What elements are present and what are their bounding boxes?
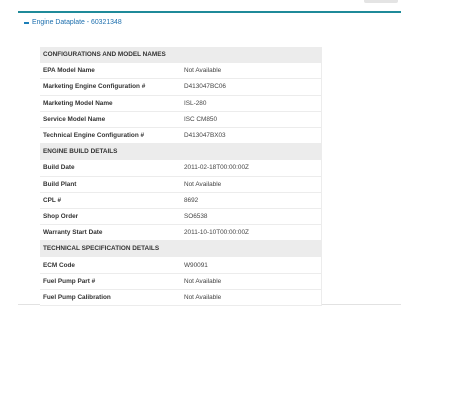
row-label: Shop Order [40, 208, 181, 224]
row-value: 2011-02-18T00:00:00Z [181, 160, 322, 176]
row-value: Not Available [181, 176, 322, 192]
table-row [40, 63, 322, 79]
table-row [40, 273, 322, 289]
row-label: Marketing Engine Configuration # [40, 79, 181, 95]
row-label: Warranty Start Date [40, 225, 181, 241]
row-label: Fuel Pump Part # [40, 273, 181, 289]
engine-dataplate-toggle[interactable] [24, 19, 122, 26]
row-value: W90091 [181, 257, 322, 273]
row-label: Fuel Pump Calibration [40, 289, 181, 305]
row-value: D413047BX03 [181, 127, 322, 143]
section-header [40, 144, 322, 160]
table-row [40, 160, 322, 176]
table-row [40, 95, 322, 111]
row-label: ECM Code [40, 257, 181, 273]
row-value: Not Available [181, 63, 322, 79]
table-row [40, 257, 322, 273]
row-label: EPA Model Name [40, 63, 181, 79]
table-row [40, 208, 322, 224]
row-value: ISC CM850 [181, 111, 322, 127]
engine-dataplate-panel [18, 11, 401, 305]
row-value: 2011-10-10T00:00:00Z [181, 225, 322, 241]
dataplate-table [40, 47, 322, 306]
collapse-minus-icon [24, 22, 29, 24]
table-row [40, 111, 322, 127]
table-row [40, 192, 322, 208]
top-tab-button[interactable] [364, 0, 398, 3]
row-label: Build Plant [40, 176, 181, 192]
row-value: ISL-280 [181, 95, 322, 111]
row-label: Marketing Model Name [40, 95, 181, 111]
engine-dataplate-title: Engine Dataplate - 60321348 [32, 19, 122, 26]
table-row [40, 79, 322, 95]
row-label: CPL # [40, 192, 181, 208]
table-row [40, 176, 322, 192]
section-header [40, 241, 322, 257]
section-header [40, 47, 322, 63]
row-value: SO6538 [181, 208, 322, 224]
row-value: D413047BC06 [181, 79, 322, 95]
section-title: CONFIGURATIONS AND MODEL NAMES [40, 47, 322, 63]
row-value: Not Available [181, 289, 322, 305]
section-title: TECHNICAL SPECIFICATION DETAILS [40, 241, 322, 257]
table-row [40, 127, 322, 143]
row-label: Technical Engine Configuration # [40, 127, 181, 143]
table-row [40, 289, 322, 305]
row-label: Service Model Name [40, 111, 181, 127]
table-row [40, 225, 322, 241]
row-label: Build Date [40, 160, 181, 176]
row-value: Not Available [181, 273, 322, 289]
section-title: ENGINE BUILD DETAILS [40, 144, 322, 160]
row-value: 8692 [181, 192, 322, 208]
